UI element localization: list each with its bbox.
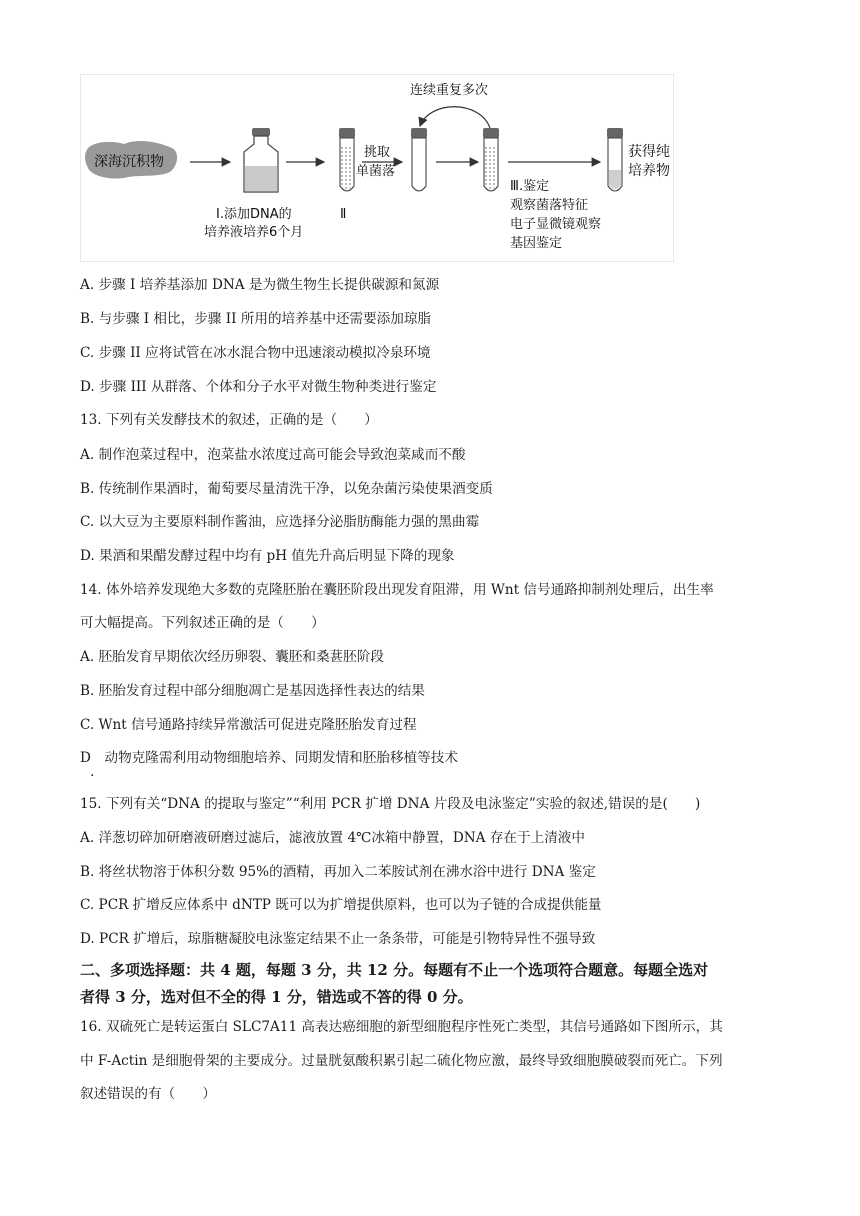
pick-label-line2: 单菌落 xyxy=(356,164,396,179)
q15-option-c: C. PCR 扩增反应体系中 dNTP 既可以为扩增提供原料，也可以为子链的合成提供能量 xyxy=(80,897,602,913)
q13-option-c: C. 以大豆为主要原料制作酱油，应选择分泌脂肪酶能力强的黑曲霉 xyxy=(80,514,480,530)
q16-stem-line3: 叙述错误的有（ ） xyxy=(80,1086,216,1102)
q14-option-c: C. Wnt 信号通路持续异常激活可促进克隆胚胎发育过程 xyxy=(80,717,417,733)
q14-option-b: B. 胚胎发育过程中部分细胞凋亡是基因选择性表达的结果 xyxy=(80,683,425,699)
step1-label-line2: 培养液培养6个月 xyxy=(204,225,304,240)
experiment-flow-diagram xyxy=(80,74,674,262)
step2-label: Ⅱ xyxy=(340,207,347,222)
q13-stem: 13. 下列有关发酵技术的叙述，正确的是（ ） xyxy=(80,412,378,428)
test-tube-2-icon xyxy=(411,128,427,191)
q16-stem-line1: 16. 双硫死亡是转运蛋白 SLC7A11 高表达癌细胞的新型细胞程序性死亡类型，其信号通路如下图所示，其 xyxy=(80,1019,723,1035)
q14-stem-line1: 14. 体外培养发现绝大多数的克隆胚胎在囊胚阶段出现发育阻滞，用 Wnt 信号通路抑制剂处理后，出生率 xyxy=(80,582,714,598)
q14-option-a: A. 胚胎发育早期依次经历卵裂、囊胚和桑葚胚阶段 xyxy=(80,649,384,665)
q14-option-d-dot: . xyxy=(90,764,95,780)
section2-heading-line2: 者得 3 分，选对但不全的得 1 分，错选或不答的得 0 分。 xyxy=(80,988,473,1006)
q14-option-d: D 动物克隆需利用动物细胞培养、同期发情和胚胎移植等技术 xyxy=(80,750,458,766)
q12-option-b: B. 与步骤 I 相比，步骤 II 所用的培养基中还需要添加琼脂 xyxy=(80,311,432,327)
q13-option-a: A. 制作泡菜过程中，泡菜盐水浓度过高可能会导致泡菜咸而不酸 xyxy=(80,447,466,463)
result-label-line1: 获得纯 xyxy=(628,144,670,160)
pick-label-line1: 挑取 xyxy=(364,145,391,160)
result-label-line2: 培养物 xyxy=(628,163,670,179)
q15-option-a: A. 洋葱切碎加研磨液研磨过滤后，滤液放置 4℃冰箱中静置，DNA 存在于上清液中 xyxy=(80,830,585,846)
step3-label-line4: 基因鉴定 xyxy=(510,236,563,251)
q15-stem: 15. 下列有关“DNA 的提取与鉴定”“利用 PCR 扩增 DNA 片段及电泳鉴定”实验的叙述,错误的是( ) xyxy=(80,796,701,812)
q12-option-d: D. 步骤 III 从群落、个体和分子水平对微生物种类进行鉴定 xyxy=(80,379,437,395)
step3-label-line1: Ⅲ.鉴定 xyxy=(510,179,550,194)
q15-option-d: D. PCR 扩增后，琼脂糖凝胶电泳鉴定结果不止一条条带，可能是引物特异性不强导致 xyxy=(80,931,596,947)
repeat-label: 连续重复多次 xyxy=(410,83,489,98)
q15-option-b: B. 将丝状物溶于体积分数 95%的酒精，再加入二苯胺试剂在沸水浴中进行 DNA 鉴定 xyxy=(80,864,596,880)
q12-option-a: A. 步骤 I 培养基添加 DNA 是为微生物生长提供碳源和氮源 xyxy=(80,277,440,293)
step3-label-line3: 电子显微镜观察 xyxy=(510,217,602,232)
q14-stem-line2: 可大幅提高。下列叙述正确的是（ ） xyxy=(80,615,325,631)
test-tube-4-icon xyxy=(607,128,623,191)
test-tube-3-icon xyxy=(483,128,499,191)
sediment-label: 深海沉积物 xyxy=(94,154,164,170)
test-tube-1-icon xyxy=(339,128,355,191)
q13-option-b: B. 传统制作果酒时，葡萄要尽量清洗干净，以免杂菌污染使果酒变质 xyxy=(80,481,493,497)
step1-label-line1: Ⅰ.添加DNA的 xyxy=(216,207,292,222)
section2-heading-line1: 二、多项选择题：共 4 题，每题 3 分，共 12 分。每题有不止一个选项符合题意。每题全选对 xyxy=(80,961,709,979)
q16-stem-line2: 中 F-Actin 是细胞骨架的主要成分。过量胱氨酸积累引起二硫化物应激，最终导致细胞膜破裂而死亡。下列 xyxy=(80,1053,723,1069)
q12-option-c: C. 步骤 II 应将试管在冰水混合物中迅速滚动模拟冷泉环境 xyxy=(80,345,431,361)
step3-label-line2: 观察菌落特征 xyxy=(510,198,589,213)
q13-option-d: D. 果酒和果醋发酵过程中均有 pH 值先升高后明显下降的现象 xyxy=(80,548,455,564)
